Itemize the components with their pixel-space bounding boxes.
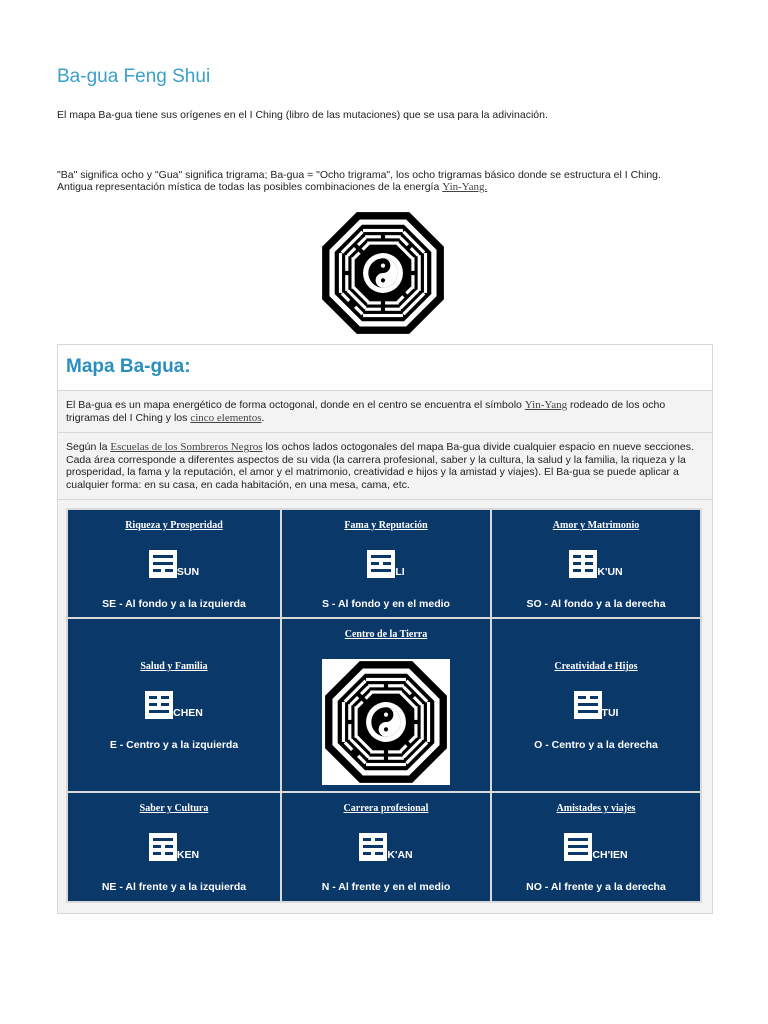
cell-title-centro[interactable]: Centro de la Tierra [344,629,428,640]
trigram-name: K'UN [597,566,623,578]
trigram-name: K'AN [387,849,413,861]
trigram-row [282,833,490,861]
divider [58,499,712,500]
cell-title-amor[interactable]: Amor y Matrimonio [552,520,640,531]
panel-header [58,345,712,391]
cell-title-salud[interactable]: Salud y Familia [140,661,208,672]
cell-riqueza [68,510,280,617]
p1-text-b: rodeado de los ocho trigramas del I Ching y los [66,399,666,424]
cell-title-creatividad[interactable]: Creatividad e Hijos [554,661,638,672]
trigram-tui-icon [574,691,602,719]
p2-text-b: los ochos lados octogonales del mapa Ba-gua divide cualquier espacio en nueve secciones. Cada área corresponde a diferentes aspectos de su vida (la carrera profesional, saber y la cultura, la salud y la familia, la riqueza y la prosperidad, la fama y la reputación, el amor y el matrimonio, creatividad e hijos y la amistad y viajes). El Ba-gua se puede aplicar a cualquier forma: en su casa, en cada habitación, en una mesa, cama, etc. [66,441,694,491]
bagua-center-image [322,659,450,785]
trigram-name: TUI [601,707,619,719]
trigram-name: CHEN [173,707,203,719]
trigram-name: LI [395,566,405,578]
cell-title-fama[interactable]: Fama y Reputación [344,520,428,531]
cell-title-saber[interactable]: Saber y Cultura [139,803,209,814]
trigram-row [492,833,700,861]
cell-title-carrera[interactable]: Carrera profesional [343,803,429,814]
cell-centro [282,619,490,791]
p2-text-a: Según la [66,441,108,453]
direction-label: SO - Al fondo y a la derecha [526,598,666,610]
trigram-row [282,550,490,578]
cell-title-amistades[interactable]: Amistades y viajes [556,803,636,814]
intro-paragraph: El mapa Ba-gua tiene sus orígenes en el I Ching (libro de las mutaciones) que se usa para la adivinación. [57,109,548,121]
cinco-elementos-link[interactable]: cinco elementos [190,411,262,424]
meaning-line-1: "Ba" significa ocho y "Gua" significa trigrama; Ba-gua = "Ocho trigrama", los ocho trigramas básico donde se estructura el I Ching. [57,169,661,181]
trigram-row [68,833,280,861]
trigram-kun-icon [569,550,597,578]
direction-label: N - Al frente y en el medio [321,881,451,893]
direction-label: NO - Al frente y a la derecha [526,881,666,893]
sombreros-negros-link[interactable]: Escuelas de los Sombreros Negros [110,441,263,453]
trigram-row [492,691,700,719]
direction-label: NE - Al frente y a la izquierda [101,881,247,893]
cell-creatividad [492,619,700,791]
trigram-name: CH'IEN [592,849,628,861]
trigram-chien-icon [564,833,592,861]
p1-text-c: . [261,411,265,424]
direction-label: E - Centro y a la izquierda [109,739,239,751]
direction-label: O - Centro y a la derecha [534,739,658,751]
p1-text-a: El Ba-gua es un mapa energético de forma octogonal, donde en el centro se encuentra el símbolo [66,399,522,411]
cell-salud [68,619,280,791]
trigram-row [68,550,280,578]
yin-yang-link-2[interactable]: Yin-Yang [524,399,568,411]
panel-title: Mapa Ba-gua: [66,356,191,377]
trigram-name: SUN [176,566,200,578]
trigram-row [68,691,280,719]
cell-carrera [282,793,490,901]
divider [58,432,712,433]
trigram-row [492,550,700,578]
trigram-chen-icon [145,691,173,719]
trigram-kan-icon [359,833,387,861]
panel-paragraph-1 [66,399,702,424]
direction-label: SE - Al fondo y a la izquierda [102,598,246,610]
meaning-line-2: Antigua representación mística de todas las posibles combinaciones de la energía [57,181,440,193]
yin-yang-link[interactable]: Yin-Yang. [442,181,488,193]
trigram-name: KEN [176,849,200,861]
trigram-sun-icon [149,550,177,578]
direction-label: S - Al fondo y en el medio [322,598,450,610]
cell-saber [68,793,280,901]
page-title: Ba-gua Feng Shui [57,66,211,87]
cell-amistades [492,793,700,901]
bagua-grid [66,508,702,903]
bagua-octagon-image [320,210,446,336]
cell-fama [282,510,490,617]
trigram-li-icon [367,550,395,578]
cell-title-riqueza[interactable]: Riqueza y Prosperidad [125,520,223,531]
panel-paragraph-2 [66,441,702,491]
trigram-ken-icon [149,833,177,861]
ba-gua-meaning-paragraph [57,169,717,193]
cell-amor [492,510,700,617]
